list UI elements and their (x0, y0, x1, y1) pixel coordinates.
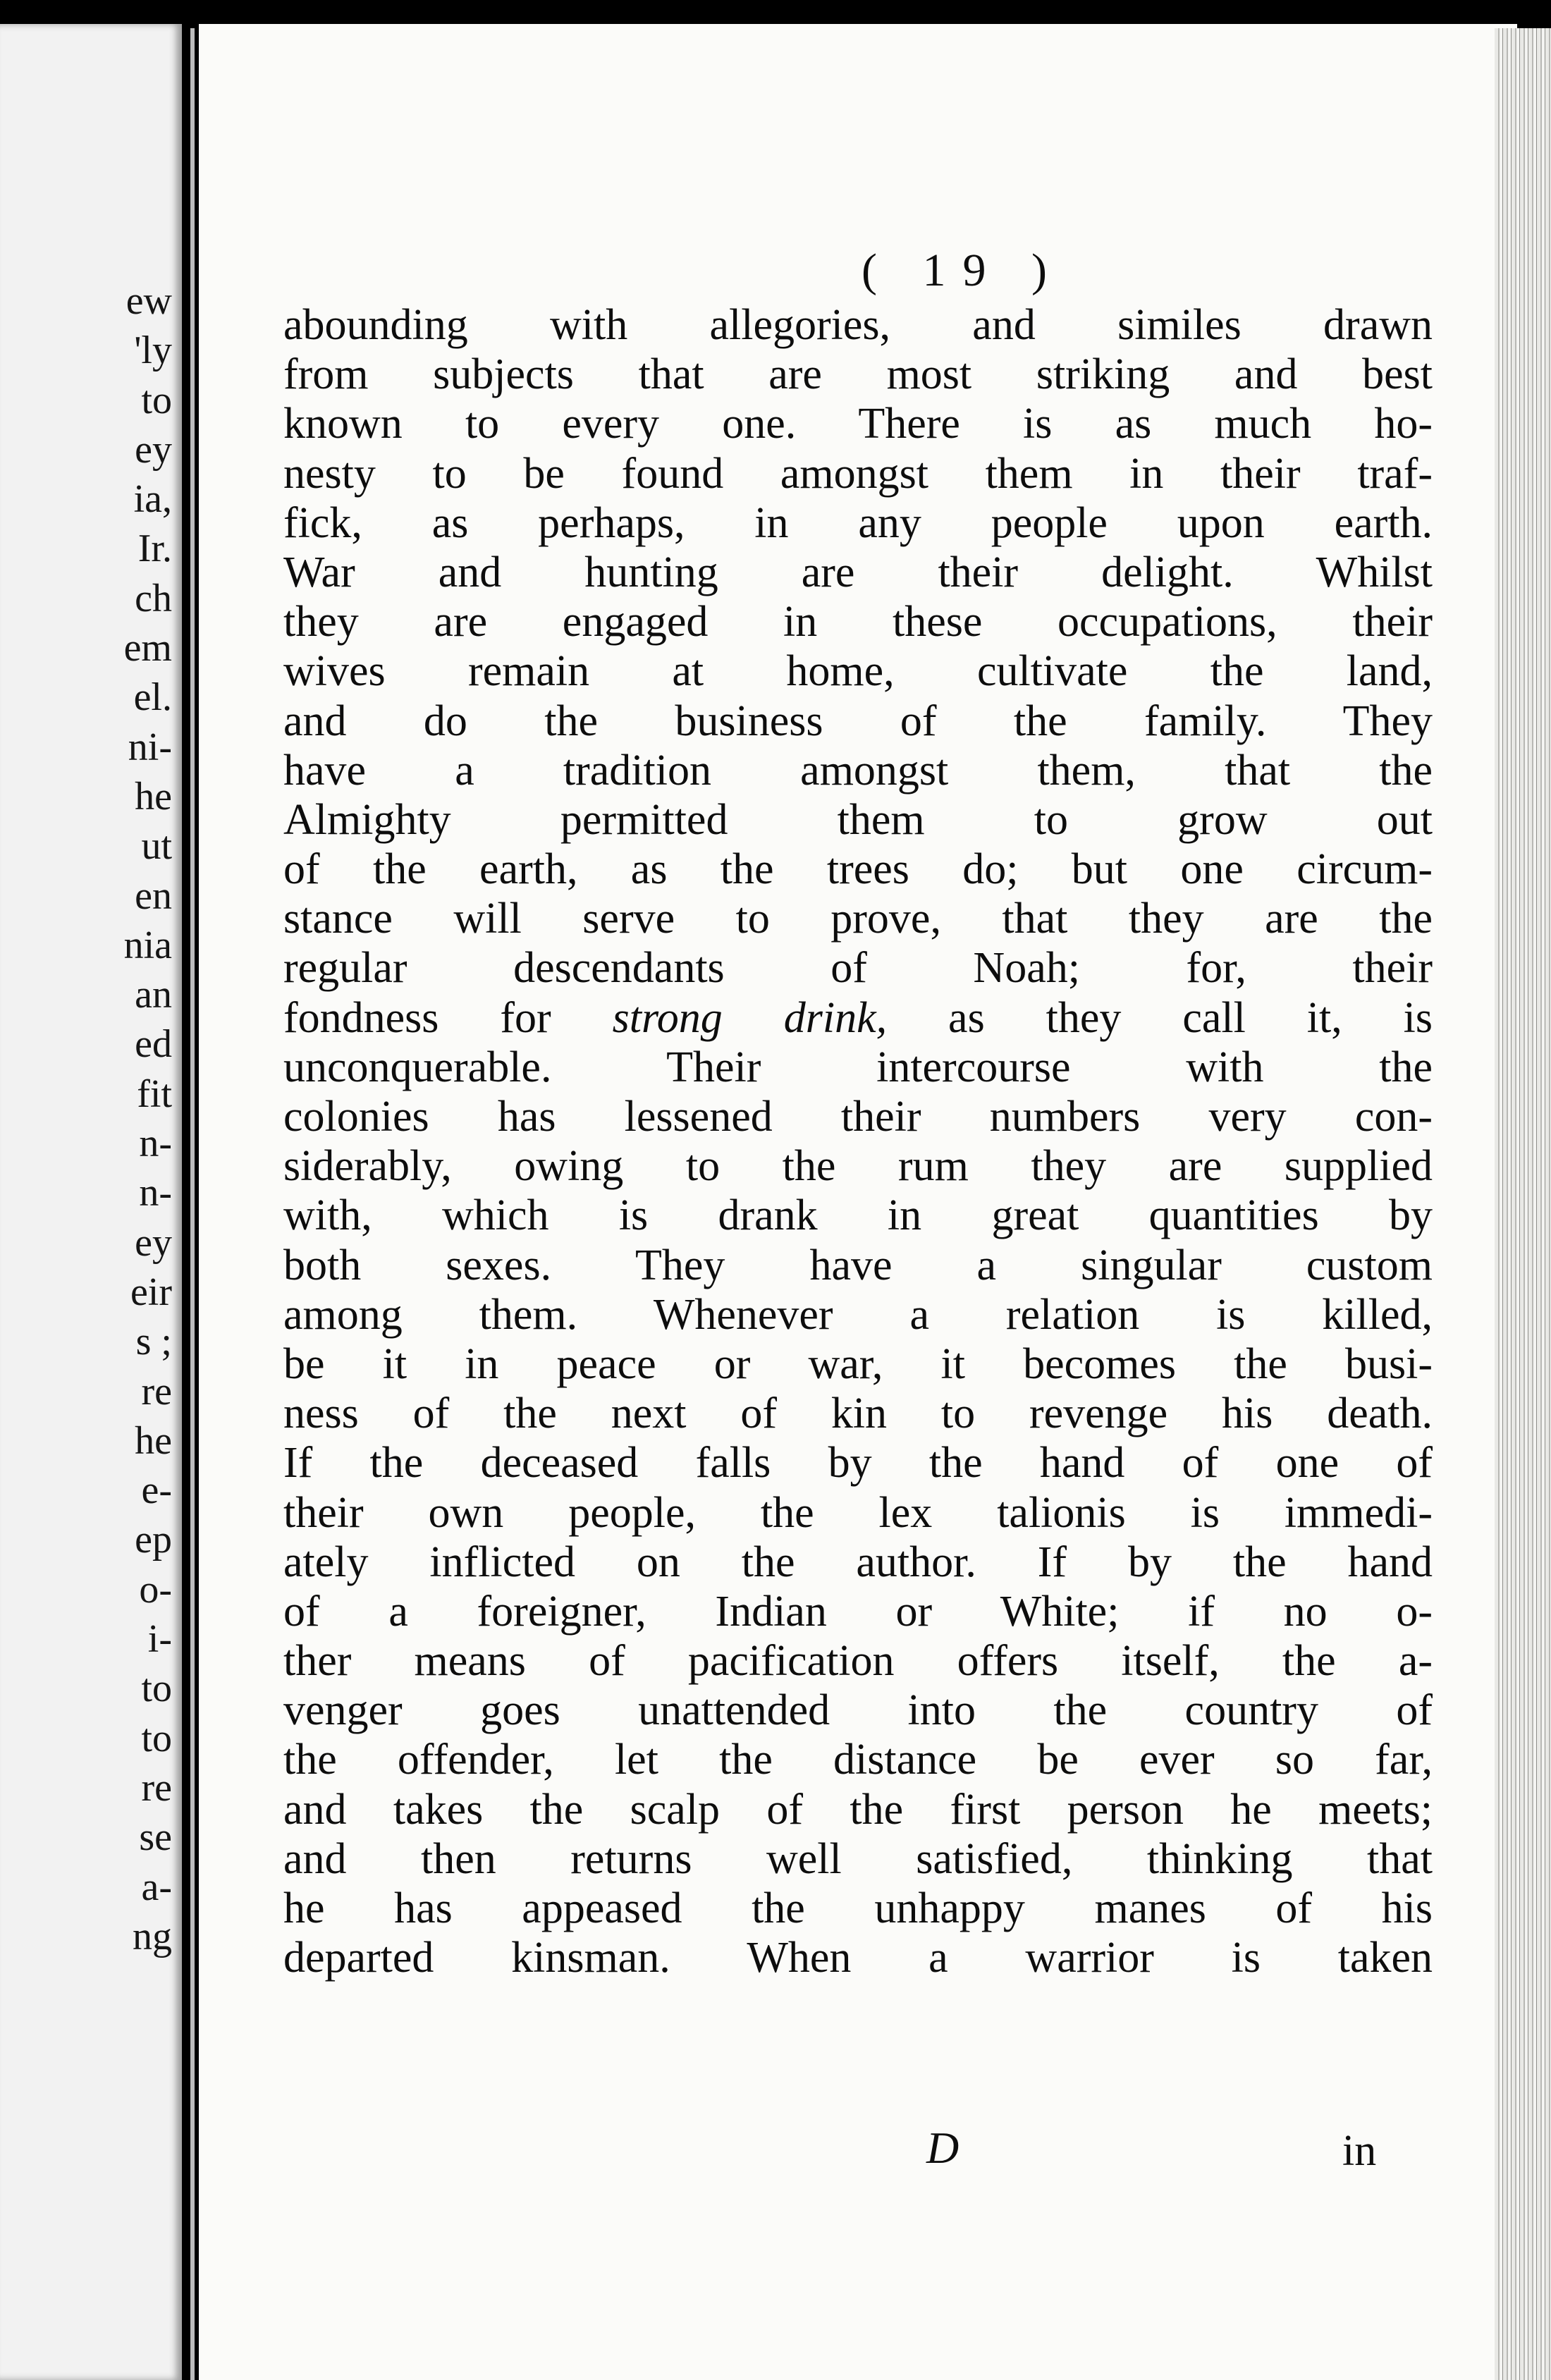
text-line: If the deceased falls by the hand of one of (283, 1439, 1433, 1488)
left-page-fragment: se (139, 1815, 172, 1860)
catchword: in (1342, 2127, 1377, 2175)
left-page-fragment: to (141, 1667, 172, 1711)
left-page-fragment: ew (125, 279, 172, 323)
text-line: regular descendants of Noah; for, their (283, 944, 1433, 993)
gutter (190, 28, 195, 2380)
text-line: he has appeased the unhappy manes of his (283, 1884, 1433, 1932)
text-line: they are engaged in these occupations, their (283, 598, 1433, 646)
left-page-fragment: e- (141, 1468, 172, 1513)
text-line: their own people, the lex talionis is immedi- (283, 1488, 1433, 1537)
text-line: ately inflicted on the author. If by the hand (283, 1538, 1433, 1586)
text-line: Almighty permitted them to grow out (283, 795, 1433, 844)
left-page-fragment: n- (139, 1171, 172, 1215)
italic-phrase: strong drink, (612, 993, 888, 1042)
page-number: ( 19 ) (862, 245, 1064, 296)
left-page-fragment: ed (135, 1022, 172, 1067)
left-page-fragment: nia (123, 923, 172, 967)
left-page-fragment: he (135, 774, 172, 818)
text-line: fick, as perhaps, in any people upon earth. (283, 498, 1433, 547)
left-page-fragment: em (123, 626, 172, 670)
left-page-fragment: ey (135, 1220, 172, 1265)
text-line: nesty to be found amongst them in their traf- (283, 449, 1433, 498)
text-line: of the earth, as the trees do; but one circum- (283, 845, 1433, 894)
text-line (283, 993, 1433, 1043)
text-line: abounding with allegories, and similes drawn (283, 301, 1433, 349)
left-page-fragment: fit (137, 1072, 172, 1116)
text-line: the offender, let the distance be ever so far, (283, 1736, 1433, 1784)
left-page-fragment: ia, (133, 477, 172, 522)
left-page-fragment: eir (130, 1270, 172, 1314)
text-line: colonies has lessened their numbers very con- (283, 1093, 1433, 1141)
left-page-fragment: to (141, 378, 172, 422)
text-line: departed kinsman. When a warrior is taken (283, 1934, 1433, 1982)
left-page-fragment: ni- (128, 725, 172, 769)
text-line: be it in peace or war, it becomes the busi- (283, 1339, 1433, 1388)
left-page-fragment: Ir. (137, 527, 172, 571)
body-text (283, 300, 1433, 1982)
text-line: among them. Whenever a relation is killed, (283, 1290, 1433, 1339)
signature-mark: D (926, 2123, 960, 2173)
text-line: siderably, owing to the rum they are supplied (283, 1142, 1433, 1191)
left-page-fragment: ch (135, 576, 172, 620)
text-line: and takes the scalp of the first person he meets; (283, 1785, 1433, 1834)
text-line: venger goes unattended into the country of (283, 1686, 1433, 1735)
left-page-fragment: ep (135, 1518, 172, 1562)
left-page-fragment: he (135, 1418, 172, 1463)
left-page-fragment: re (141, 1765, 172, 1810)
text-line: with, which is drank in great quantities by (283, 1191, 1433, 1240)
left-page-fragment: ng (133, 1914, 172, 1958)
left-page-fragment: an (135, 973, 172, 1017)
left-page-text-fragments (124, 276, 172, 1961)
left-page-fragment: 'ly (134, 329, 172, 373)
text-line: both sexes. They have a singular custom (283, 1241, 1433, 1289)
left-page-fragment: en (135, 873, 172, 918)
page-edges (1495, 28, 1551, 2380)
left-page-fragment: to (141, 1716, 172, 1760)
text-line: have a tradition amongst them, that the (283, 746, 1433, 795)
left-page (0, 24, 182, 2380)
left-page-fragment: n- (139, 1122, 172, 1166)
left-page-fragment: o- (139, 1567, 172, 1612)
right-page (199, 24, 1517, 2380)
left-page-fragment: s ; (135, 1320, 172, 1364)
text-line: wives remain at home, cultivate the land, (283, 647, 1433, 696)
text-line: War and hunting are their delight. Whilst (283, 548, 1433, 596)
left-page-fragment: el. (133, 675, 172, 720)
text-line: and do the business of the family. They (283, 697, 1433, 745)
text-line: stance will serve to prove, that they are the (283, 895, 1433, 943)
text-line: ther means of pacification offers itself, the a- (283, 1637, 1433, 1686)
text-line-end: as they call it, is (887, 993, 1433, 1042)
text-line: unconquerable. Their intercourse with the (283, 1043, 1433, 1091)
left-page-fragment: ey (135, 427, 172, 472)
text-line-start: fondness for (283, 993, 613, 1042)
text-line: and then returns well satisfied, thinking that (283, 1834, 1433, 1883)
text-line: ness of the next of kin to revenge his death. (283, 1390, 1433, 1438)
left-page-fragment: ut (141, 824, 172, 869)
left-page-fragment: i- (147, 1617, 172, 1662)
left-page-fragment: re (141, 1369, 172, 1413)
text-line: known to every one. There is as much ho- (283, 400, 1433, 448)
text-line: from subjects that are most striking and best (283, 350, 1433, 399)
text-line: of a foreigner, Indian or White; if no o- (283, 1587, 1433, 1636)
left-page-fragment: a- (141, 1865, 172, 1909)
